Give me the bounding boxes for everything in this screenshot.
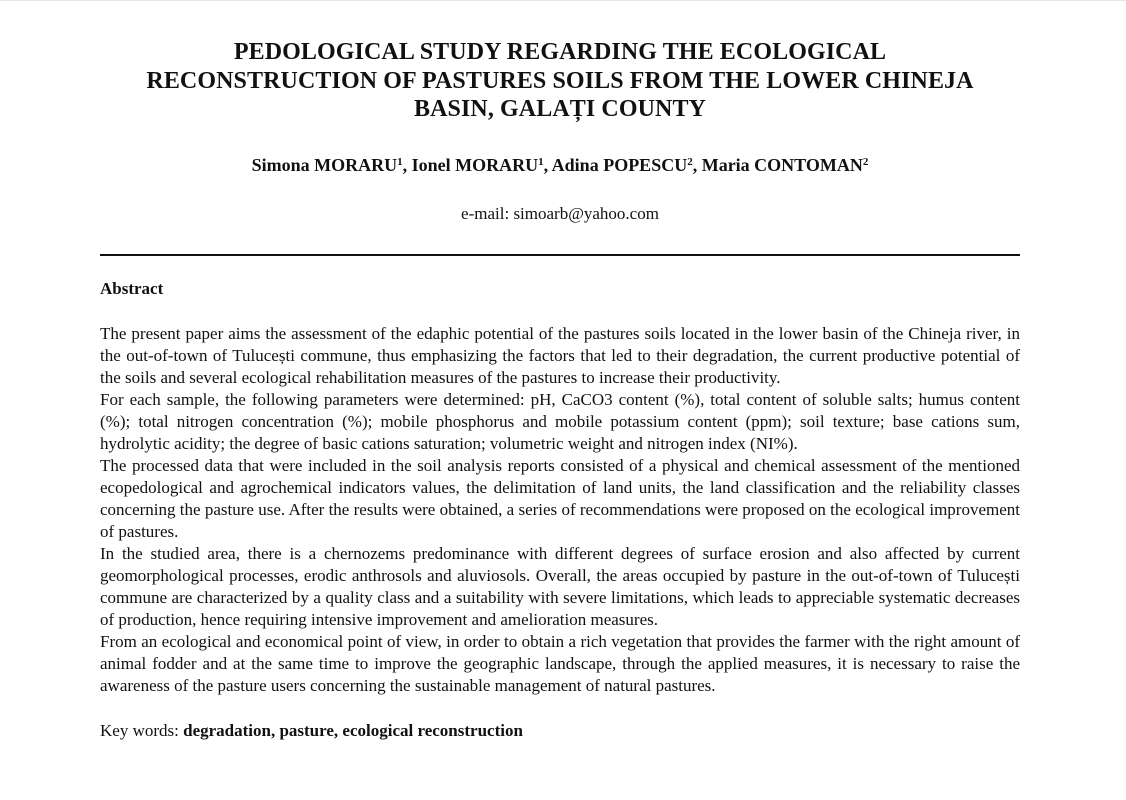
author-name: Adina POPESCU	[551, 154, 688, 175]
header-divider	[100, 254, 1020, 256]
abstract-paragraph: In the studied area, there is a chernozems predominance with different degrees of surface erosion and also affected by current geomorphological processes, erodic anthrosols and aluviosols. Overall, the areas occupied by pasture in the out-of-town of Tulucești commune are characterized by a quality class and a suitability with severe limitations, which leads to appreciable systematic decreases of production, hence requiring intensive improvement and amelioration measures.	[100, 543, 1020, 629]
contact-email: e-mail: simoarb@yahoo.com	[461, 203, 659, 223]
author-affiliation: 1	[397, 155, 403, 168]
keywords-label: Key words:	[100, 720, 179, 740]
abstract-paragraph: For each sample, the following parameters were determined: pH, CaCO3 content (%), total content of soluble salts; humus content (%); total nitrogen concentration (%); mobile phosphorus and mobile potassium content (ppm); soil texture; base cations sum, hydrolytic acidity; the degree of basic cations saturation; volumetric weight and nitrogen index (NI%).	[100, 389, 1020, 453]
title-line: PEDOLOGICAL STUDY REGARDING THE ECOLOGICAL	[233, 39, 887, 65]
author-name: Ionel MORARU	[411, 154, 539, 175]
author-separator: ,	[543, 154, 552, 175]
author-affiliation: 2	[862, 155, 869, 168]
abstract-paragraph: The processed data that were included in the soil analysis reports consisted of a physical and chemical assessment of the mentioned ecopedological and agrochemical indicators values, the delimitation of land units, the land classification and the reliability classes concerning the pasture use. After the results were obtained, a series of recommendations were proposed on the ecological improvement of pastures.	[100, 455, 1020, 541]
author-affiliation: 1	[538, 155, 544, 168]
author-name: Simona MORARU	[251, 154, 398, 175]
page-top-edge	[0, 0, 1126, 1]
paper-page	[100, 38, 1020, 742]
author-separator: ,	[402, 154, 412, 175]
author-separator: ,	[692, 154, 702, 175]
title-line: BASIN, GALAȚI COUNTY	[413, 96, 707, 122]
abstract-paragraph: The present paper aims the assessment of the edaphic potential of the pastures soils located in the lower basin of the Chineja river, in the out-of-town of Tulucești commune, thus emphasizing the factors that led to their degradation, the current productive potential of the soils and several ecological rehabilitation measures of the pastures to increase their productivity.	[100, 323, 1020, 387]
title-line: RECONSTRUCTION OF PASTURES SOILS FROM THE LOWER CHINEJA	[146, 67, 974, 94]
paper-title	[100, 38, 1020, 124]
abstract-paragraph: From an ecological and economical point of view, in order to obtain a rich vegetation that provides the farmer with the right amount of animal fodder and at the same time to improve the geographic landscape, through the applied measures, it is necessary to raise the awareness of the pasture users concerning the sustainable management of natural pastures.	[100, 631, 1020, 695]
author-affiliation: 2	[687, 155, 693, 168]
keywords	[100, 720, 1020, 742]
author-list	[100, 153, 1020, 177]
author-name: Maria CONTOMAN	[701, 154, 863, 175]
abstract-body	[100, 323, 1020, 697]
keywords-values: degradation, pasture, ecological reconstruction	[183, 720, 523, 740]
abstract-heading: Abstract	[100, 278, 164, 298]
